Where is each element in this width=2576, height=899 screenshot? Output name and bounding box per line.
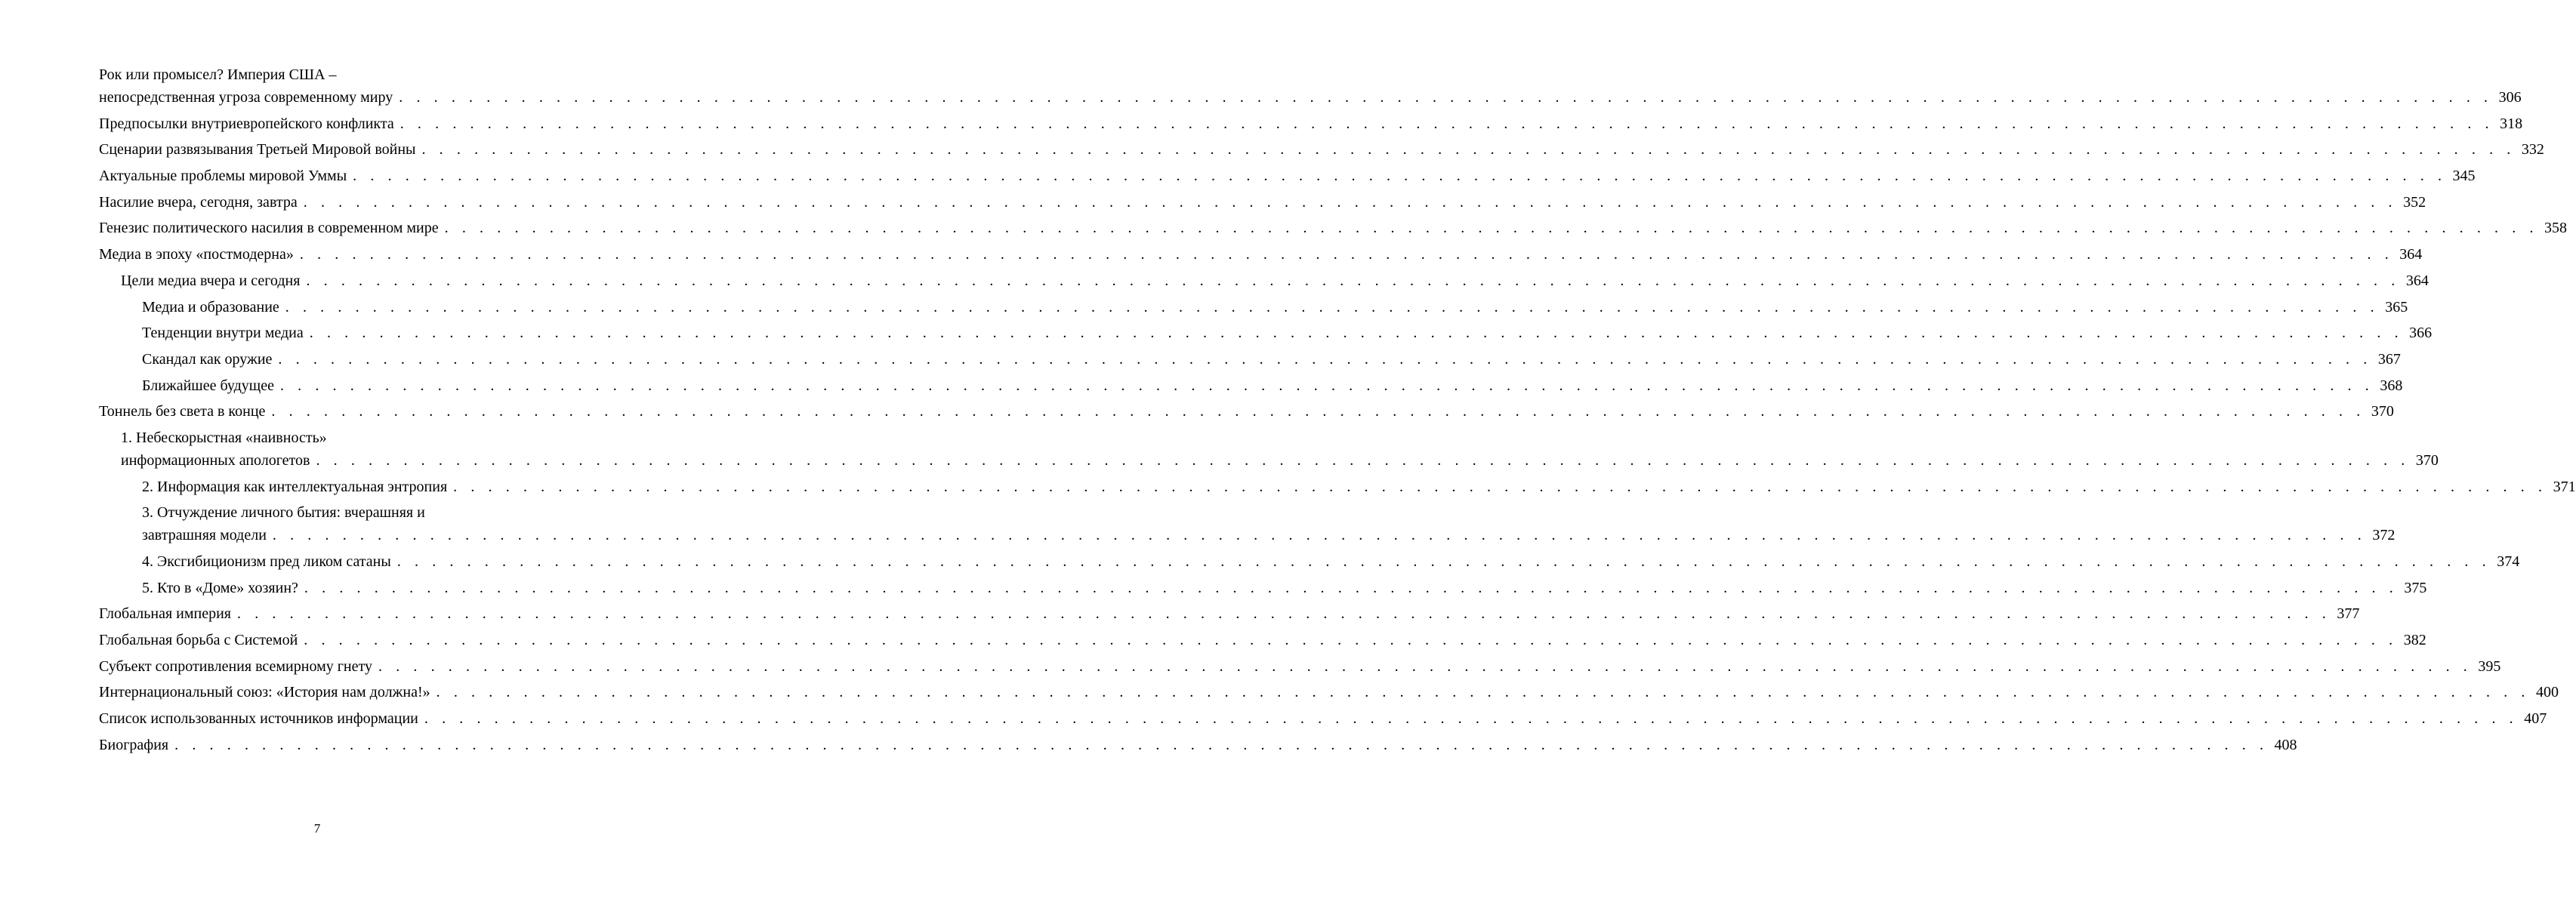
toc-entry-page-number: 370 (2371, 403, 2394, 420)
toc-entry-line (142, 296, 2408, 319)
toc-entry-title-line: 1. Небескорыстная «наивность» (121, 429, 327, 446)
toc-entry (99, 629, 2426, 651)
toc-entry-title: Медиа в эпоху «постмодерна» (99, 246, 294, 263)
toc-entry-title: Субъект сопротивления всемирному гнету (99, 657, 372, 675)
toc-entry-title: Глобальная борьба с Системой (99, 632, 298, 649)
toc-entry-page-number: 364 (2399, 246, 2423, 263)
toc-entry-title: 5. Кто в «Доме» хозяин? (142, 579, 298, 596)
toc-entry (99, 296, 2408, 319)
toc-entry-title: Интернациональный союз: «История нам должна!» (99, 684, 430, 701)
dot-leader: . . . . . . . . . . . . . . . . . . . . . . . . . . . . . . . . . . . . . . . . . . . . . . . . . . . . . . . . . . . . . . . . . . . . . . . . . . . . . . . . . . . . . . . . . . . . . . . . . . . . . . . . . . . . . . . . . . . . . . . . (174, 736, 2269, 753)
dot-leader: . . . . . . . . . . . . . . . . . . . . . . . . . . . . . . . . . . . . . . . . . . . . . . . . . . . . . . . . . . . . . . . . . . . . . . . . . . . . . . . . . . . . . . . . . . . . . . . . . . . . . . . . . . . . . . . . . . . . . . . . (304, 579, 2399, 596)
dot-leader: . . . . . . . . . . . . . . . . . . . . . . . . . . . . . . . . . . . . . . . . . . . . . . . . . . . . . . . . . . . . . . . . . . . . . . . . . . . . . . . . . . . . . . . . . . . . . . . . . . . . . . . . . . . . . . . . . . . . . . . . (316, 451, 2410, 469)
page-number: 7 (313, 821, 321, 836)
toc-entry-line (99, 734, 2297, 756)
toc-entry-title: Насилие вчера, сегодня, завтра (99, 193, 298, 211)
toc-entry-page-number: 382 (2403, 632, 2426, 649)
toc-entry (99, 112, 2523, 135)
toc-entry (99, 348, 2401, 371)
toc-entry-line (121, 449, 2439, 472)
toc-entry (99, 681, 2559, 703)
toc-entry-page-number: 370 (2415, 451, 2439, 469)
dot-leader: . . . . . . . . . . . . . . . . . . . . . . . . . . . . . . . . . . . . . . . . . . . . . . . . . . . . . . . . . . . . . . . . . . . . . . . . . . . . . . . . . . . . . . . . . . . . . . . . . . . . . . . . . . . . . . . . . . . . . . . . (285, 298, 2380, 316)
dot-leader: . . . . . . . . . . . . . . . . . . . . . . . . . . . . . . . . . . . . . . . . . . . . . . . . . . . . . . . . . . . . . . . . . . . . . . . . . . . . . . . . . . . . . . . . . . . . . . . . . . . . . . . . . . . . . . . . . . . . . . . . (272, 527, 2367, 544)
toc-entry-title: 4. Эксгибиционизм пред ликом сатаны (142, 553, 391, 570)
dot-leader: . . . . . . . . . . . . . . . . . . . . . . . . . . . . . . . . . . . . . . . . . . . . . . . . . . . . . . . . . . . . . . . . . . . . . . . . . . . . . . . . . . . . . . . . . . . . . . . . . . . . . . . . . . . . . . . . . . . . . . . . (278, 350, 2372, 368)
toc-entry-page-number: 352 (2403, 193, 2426, 211)
toc-entry-page-number: 358 (2544, 220, 2568, 237)
toc-entry-title: Тоннель без света в конце (99, 403, 266, 420)
toc-entry-title: Актуальные проблемы мировой Уммы (99, 168, 347, 185)
toc-entry-line (142, 374, 2403, 397)
toc-entry-line (99, 655, 2501, 678)
toc-entry (99, 501, 2396, 546)
dot-leader: . . . . . . . . . . . . . . . . . . . . . . . . . . . . . . . . . . . . . . . . . . . . . . . . . . . . . . . . . . . . . . . . . . . . . . . . . . . . . . . . . . . . . . . . . . . . . . . . . . . . . . . . . . . . . . . . . . . . . . . . (353, 168, 2447, 185)
toc-entry (99, 602, 2360, 625)
toc-entry (99, 243, 2423, 266)
toc-entry-title: Список использованных источников информации (99, 710, 418, 728)
dot-leader: . . . . . . . . . . . . . . . . . . . . . . . . . . . . . . . . . . . . . . . . . . . . . . . . . . . . . . . . . . . . . . . . . . . . . . . . . . . . . . . . . . . . . . . . . . . . . . . . . . . . . . . . . . . . . . . . . . . . . . . . (400, 115, 2494, 132)
dot-leader: . . . . . . . . . . . . . . . . . . . . . . . . . . . . . . . . . . . . . . . . . . . . . . . . . . . . . . . . . . . . . . . . . . . . . . . . . . . . . . . . . . . . . . . . . . . . . . . . . . . . . . . . . . . . . . . . . . . . . . . . (453, 478, 2547, 495)
toc-entry (99, 191, 2426, 214)
toc-entry-line (142, 476, 2576, 498)
toc-entry-page-number: 364 (2405, 272, 2429, 289)
toc-entry (99, 707, 2547, 730)
toc-entry-line (121, 269, 2429, 292)
toc-entry-page-number: 408 (2274, 736, 2297, 753)
toc-entry-page-number: 368 (2380, 377, 2403, 394)
toc-entry (99, 63, 2522, 109)
toc-entry (99, 426, 2439, 472)
toc-entry-title: Скандал как оружие (142, 350, 273, 368)
toc-entry-page-number: 377 (2337, 605, 2360, 623)
toc-entry (99, 269, 2429, 292)
dot-leader: . . . . . . . . . . . . . . . . . . . . . . . . . . . . . . . . . . . . . . . . . . . . . . . . . . . . . . . . . . . . . . . . . . . . . . . . . . . . . . . . . . . . . . . . . . . . . . . . . . . . . . . . . . . . . . . . . . . . . . . . (306, 272, 2400, 289)
toc-entry-title: Генезис политического насилия в современном мире (99, 220, 439, 237)
toc-entry (99, 165, 2476, 187)
toc-entry-page-number: 367 (2377, 350, 2401, 368)
toc-entry-page-number: 365 (2385, 298, 2408, 316)
toc-entry-page-number: 371 (2553, 478, 2576, 495)
toc-entry-title-line: 3. Отчуждение личного бытия: вчерашняя и (142, 504, 425, 522)
toc-entry-title: Ближайшее будущее (142, 377, 274, 394)
dot-leader: . . . . . . . . . . . . . . . . . . . . . . . . . . . . . . . . . . . . . . . . . . . . . . . . . . . . . . . . . . . . . . . . . . . . . . . . . . . . . . . . . . . . . . . . . . . . . . . . . . . . . . . . . . . . . . . . . . . . . . . . (424, 710, 2519, 728)
toc-entry (99, 400, 2394, 423)
toc-entry-title: Биография (99, 736, 169, 753)
dot-leader: . . . . . . . . . . . . . . . . . . . . . . . . . . . . . . . . . . . . . . . . . . . . . . . . . . . . . . . . . . . . . . . . . . . . . . . . . . . . . . . . . . . . . . . . . . . . . . . . . . . . . . . . . . . . . . . . . . . . . . . . (237, 605, 2331, 623)
toc-entry-line (99, 400, 2394, 423)
toc-entry-line (99, 86, 2522, 109)
toc-entry-line (142, 577, 2427, 599)
dot-leader: . . . . . . . . . . . . . . . . . . . . . . . . . . . . . . . . . . . . . . . . . . . . . . . . . . . . . . . . . . . . . . . . . . . . . . . . . . . . . . . . . . . . . . . . . . . . . . . . . . . . . . . . . . . . . . . . . . . . . . . . (436, 684, 2531, 701)
toc-entry (99, 550, 2520, 573)
toc-entry (99, 374, 2403, 397)
toc-entry-page-number: 375 (2404, 579, 2427, 596)
toc-entry-page-number: 407 (2524, 710, 2547, 728)
dot-leader: . . . . . . . . . . . . . . . . . . . . . . . . . . . . . . . . . . . . . . . . . . . . . . . . . . . . . . . . . . . . . . . . . . . . . . . . . . . . . . . . . . . . . . . . . . . . . . . . . . . . . . . . . . . . . . . . . . . . . . . . (421, 141, 2516, 159)
toc-entry-page-number: 318 (2500, 115, 2523, 132)
toc-entry-title: Предпосылки внутриевропейского конфликта (99, 115, 394, 132)
toc-entry-title: Медиа и образование (142, 298, 279, 316)
toc-entry-page-number: 306 (2498, 89, 2522, 106)
toc-entry (99, 322, 2433, 344)
dot-leader: . . . . . . . . . . . . . . . . . . . . . . . . . . . . . . . . . . . . . . . . . . . . . . . . . . . . . . . . . . . . . . . . . . . . . . . . . . . . . . . . . . . . . . . . . . . . . . . . . . . . . . . . . . . . . . . . . . . . . . . . (304, 632, 2398, 649)
toc-entry-line (142, 348, 2401, 371)
toc-entry-page-number: 374 (2497, 553, 2520, 570)
toc-entry-line (99, 707, 2547, 730)
toc-entry-title: 2. Информация как интеллектуальная энтропия (142, 478, 448, 495)
toc-entry-line (142, 524, 2396, 546)
toc-entry (99, 217, 2568, 239)
toc-entry-page-number: 395 (2478, 657, 2501, 675)
toc-entry-title: информационных апологетов (121, 451, 310, 469)
toc-entry-page-number: 366 (2409, 325, 2433, 342)
toc-entry-line (99, 217, 2568, 239)
toc-entry-title: завтрашняя модели (142, 527, 267, 544)
toc-entry (99, 476, 2576, 498)
table-of-contents (99, 63, 2576, 760)
toc-entry (99, 577, 2427, 599)
toc-entry-title: непосредственная угроза современному миру (99, 89, 393, 106)
dot-leader: . . . . . . . . . . . . . . . . . . . . . . . . . . . . . . . . . . . . . . . . . . . . . . . . . . . . . . . . . . . . . . . . . . . . . . . . . . . . . . . . . . . . . . . . . . . . . . . . . . . . . . . . . . . . . . . . . . . . . . . . (271, 403, 2365, 420)
toc-entry-line (99, 191, 2426, 214)
toc-entry-line (99, 165, 2476, 187)
toc-entry-line (99, 602, 2360, 625)
toc-entry-title-line: Рок или промысел? Империя США – (99, 66, 337, 83)
dot-leader: . . . . . . . . . . . . . . . . . . . . . . . . . . . . . . . . . . . . . . . . . . . . . . . . . . . . . . . . . . . . . . . . . . . . . . . . . . . . . . . . . . . . . . . . . . . . . . . . . . . . . . . . . . . . . . . . . . . . . . . . (378, 657, 2473, 675)
toc-entry-page-number: 332 (2521, 141, 2544, 159)
toc-entry-page-number: 400 (2536, 684, 2559, 701)
dot-leader: . . . . . . . . . . . . . . . . . . . . . . . . . . . . . . . . . . . . . . . . . . . . . . . . . . . . . . . . . . . . . . . . . . . . . . . . . . . . . . . . . . . . . . . . . . . . . . . . . . . . . . . . . . . . . . . . . . . . . . . . (299, 246, 2394, 263)
toc-entry (99, 655, 2501, 678)
toc-entry-line (142, 322, 2433, 344)
dot-leader: . . . . . . . . . . . . . . . . . . . . . . . . . . . . . . . . . . . . . . . . . . . . . . . . . . . . . . . . . . . . . . . . . . . . . . . . . . . . . . . . . . . . . . . . . . . . . . . . . . . . . . . . . . . . . . . . . . . . . . . . (399, 89, 2493, 106)
toc-entry (99, 138, 2544, 161)
toc-entry-title: Цели медиа вчера и сегодня (121, 272, 301, 289)
toc-entry-line (99, 112, 2523, 135)
toc-entry-page-number: 372 (2372, 527, 2396, 544)
toc-entry (99, 734, 2297, 756)
dot-leader: . . . . . . . . . . . . . . . . . . . . . . . . . . . . . . . . . . . . . . . . . . . . . . . . . . . . . . . . . . . . . . . . . . . . . . . . . . . . . . . . . . . . . . . . . . . . . . . . . . . . . . . . . . . . . . . . . . . . . . . . (444, 220, 2539, 237)
toc-entry-title: Сценарии развязывания Третьей Мировой войны (99, 141, 416, 159)
toc-entry-title: Тенденции внутри медиа (142, 325, 304, 342)
toc-entry-page-number: 345 (2452, 168, 2476, 185)
toc-entry-line (99, 138, 2544, 161)
toc-entry-line (142, 550, 2520, 573)
dot-leader: . . . . . . . . . . . . . . . . . . . . . . . . . . . . . . . . . . . . . . . . . . . . . . . . . . . . . . . . . . . . . . . . . . . . . . . . . . . . . . . . . . . . . . . . . . . . . . . . . . . . . . . . . . . . . . . . . . . . . . . . (303, 193, 2398, 211)
dot-leader: . . . . . . . . . . . . . . . . . . . . . . . . . . . . . . . . . . . . . . . . . . . . . . . . . . . . . . . . . . . . . . . . . . . . . . . . . . . . . . . . . . . . . . . . . . . . . . . . . . . . . . . . . . . . . . . . . . . . . . . . (309, 325, 2404, 342)
toc-entry-line (99, 681, 2559, 703)
dot-leader: . . . . . . . . . . . . . . . . . . . . . . . . . . . . . . . . . . . . . . . . . . . . . . . . . . . . . . . . . . . . . . . . . . . . . . . . . . . . . . . . . . . . . . . . . . . . . . . . . . . . . . . . . . . . . . . . . . . . . . . . (279, 377, 2374, 394)
toc-entry-title: Глобальная империя (99, 605, 231, 623)
dot-leader: . . . . . . . . . . . . . . . . . . . . . . . . . . . . . . . . . . . . . . . . . . . . . . . . . . . . . . . . . . . . . . . . . . . . . . . . . . . . . . . . . . . . . . . . . . . . . . . . . . . . . . . . . . . . . . . . . . . . . . . . (396, 553, 2491, 570)
toc-entry-line (99, 629, 2426, 651)
toc-entry-line (99, 243, 2423, 266)
